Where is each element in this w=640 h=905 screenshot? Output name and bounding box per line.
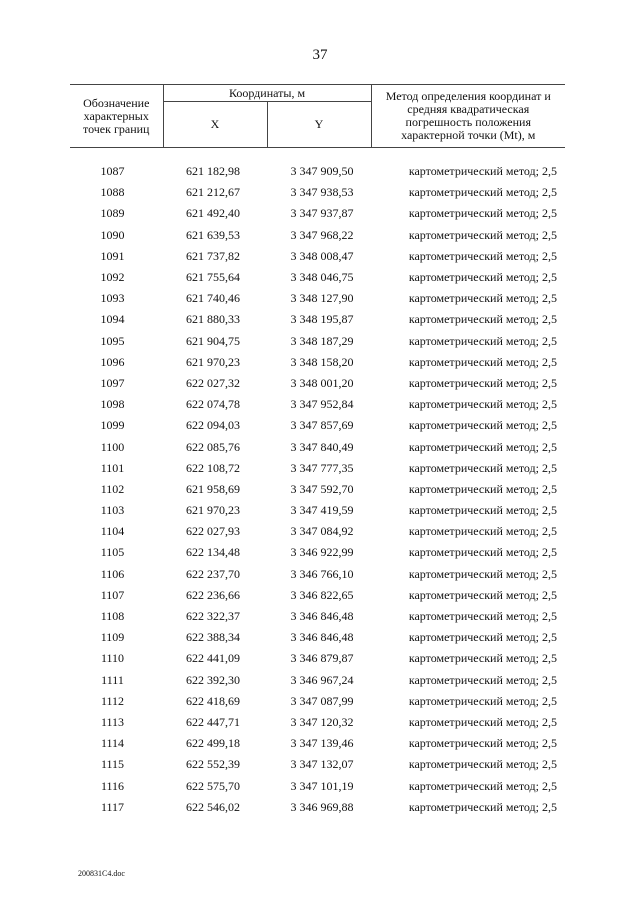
cell-x: 622 392,30 <box>186 672 240 687</box>
cell-x: 621 904,75 <box>186 333 240 348</box>
cell-x: 621 755,64 <box>186 270 240 285</box>
cell-point: 1109 <box>100 630 125 645</box>
cell-y: 3 348 008,47 <box>290 248 354 263</box>
cell-y: 3 347 087,99 <box>290 693 354 708</box>
table-row <box>70 797 565 818</box>
cell-point: 1106 <box>100 566 125 581</box>
cell-point: 1095 <box>100 333 125 348</box>
cell-point: 1096 <box>100 354 125 369</box>
cell-y: 3 347 952,84 <box>290 397 354 412</box>
cell-x: 621 492,40 <box>186 206 240 221</box>
cell-point: 1099 <box>100 418 125 433</box>
cell-method: картометрический метод; 2,5 <box>408 799 557 814</box>
cell-y: 3 346 879,87 <box>290 651 354 666</box>
cell-y: 3 346 766,10 <box>290 566 354 581</box>
cell-method: картометрический метод; 2,5 <box>408 566 557 581</box>
cell-point: 1093 <box>100 291 125 306</box>
cell-point: 1092 <box>100 270 125 285</box>
header-method: Метод определения координат и средняя квадратическая погрешность положения характерной точки (Mt), м <box>371 85 565 148</box>
cell-y: 3 347 937,87 <box>290 206 354 221</box>
table-body <box>70 148 565 818</box>
table-row <box>70 161 565 182</box>
cell-x: 622 094,03 <box>186 418 240 433</box>
cell-method: картометрический метод; 2,5 <box>408 672 557 687</box>
table-row <box>70 500 565 521</box>
cell-y: 3 348 001,20 <box>290 375 354 390</box>
cell-method: картометрический метод; 2,5 <box>408 312 557 327</box>
cell-method: картометрический метод; 2,5 <box>408 418 557 433</box>
cell-y: 3 346 846,48 <box>290 609 354 624</box>
cell-y: 3 346 846,48 <box>290 630 354 645</box>
cell-point: 1112 <box>100 693 125 708</box>
cell-method: картометрический метод; 2,5 <box>408 270 557 285</box>
cell-point: 1098 <box>100 397 125 412</box>
table-row <box>70 585 565 606</box>
cell-x: 621 639,53 <box>186 227 240 242</box>
cell-method: картометрический метод; 2,5 <box>408 291 557 306</box>
cell-x: 622 027,32 <box>186 375 240 390</box>
table-row <box>70 458 565 479</box>
cell-point: 1105 <box>100 545 125 560</box>
header-coordinates: Координаты, м <box>163 85 371 102</box>
cell-point: 1097 <box>100 375 125 390</box>
cell-y: 3 346 822,65 <box>290 587 354 602</box>
cell-y: 3 347 968,22 <box>290 227 354 242</box>
cell-method: картометрический метод; 2,5 <box>408 651 557 666</box>
table-row <box>70 288 565 309</box>
cell-point: 1087 <box>100 164 125 179</box>
cell-x: 621 880,33 <box>186 312 240 327</box>
cell-y: 3 346 922,99 <box>290 545 354 560</box>
cell-x: 622 418,69 <box>186 693 240 708</box>
cell-y: 3 348 195,87 <box>290 312 354 327</box>
table-row <box>70 479 565 500</box>
cell-method: картометрический метод; 2,5 <box>408 693 557 708</box>
cell-x: 622 074,78 <box>186 397 240 412</box>
cell-method: картометрический метод; 2,5 <box>408 460 557 475</box>
cell-method: картометрический метод; 2,5 <box>408 587 557 602</box>
cell-y: 3 348 127,90 <box>290 291 354 306</box>
cell-method: картометрический метод; 2,5 <box>408 375 557 390</box>
cell-point: 1094 <box>100 312 125 327</box>
cell-y: 3 348 046,75 <box>290 270 354 285</box>
cell-point: 1102 <box>100 481 125 496</box>
table-row <box>70 670 565 691</box>
coordinates-table <box>70 84 565 818</box>
cell-method: картометрический метод; 2,5 <box>408 630 557 645</box>
cell-y: 3 347 132,07 <box>290 757 354 772</box>
table-row <box>70 691 565 712</box>
cell-x: 622 499,18 <box>186 736 240 751</box>
cell-method: картометрический метод; 2,5 <box>408 609 557 624</box>
header-x: X <box>163 102 267 148</box>
cell-y: 3 347 101,19 <box>290 778 354 793</box>
cell-method: картометрический метод; 2,5 <box>408 545 557 560</box>
cell-y: 3 347 139,46 <box>290 736 354 751</box>
cell-method: картометрический метод; 2,5 <box>408 757 557 772</box>
cell-x: 622 108,72 <box>186 460 240 475</box>
cell-point: 1090 <box>100 227 125 242</box>
cell-x: 622 085,76 <box>186 439 240 454</box>
cell-point: 1116 <box>100 778 125 793</box>
cell-method: картометрический метод; 2,5 <box>408 524 557 539</box>
cell-y: 3 347 840,49 <box>290 439 354 454</box>
table-row <box>70 182 565 203</box>
cell-y: 3 347 909,50 <box>290 164 354 179</box>
cell-y: 3 347 857,69 <box>290 418 354 433</box>
table-row <box>70 648 565 669</box>
cell-x: 622 552,39 <box>186 757 240 772</box>
cell-y: 3 346 969,88 <box>290 799 354 814</box>
cell-x: 622 322,37 <box>186 609 240 624</box>
cell-method: картометрический метод; 2,5 <box>408 333 557 348</box>
cell-x: 622 027,93 <box>186 524 240 539</box>
table-row <box>70 309 565 330</box>
cell-x: 621 737,82 <box>186 248 240 263</box>
table-row <box>70 394 565 415</box>
cell-point: 1103 <box>100 503 125 518</box>
table-row <box>70 521 565 542</box>
cell-y: 3 347 419,59 <box>290 503 354 518</box>
table-row <box>70 415 565 436</box>
cell-method: картометрический метод; 2,5 <box>408 248 557 263</box>
cell-method: картометрический метод; 2,5 <box>408 714 557 729</box>
table-row <box>70 373 565 394</box>
table-row <box>70 733 565 754</box>
cell-x: 621 958,69 <box>186 481 240 496</box>
cell-point: 1114 <box>100 736 125 751</box>
cell-x: 621 970,23 <box>186 503 240 518</box>
cell-point: 1117 <box>100 799 125 814</box>
cell-y: 3 347 777,35 <box>290 460 354 475</box>
cell-x: 622 546,02 <box>186 799 240 814</box>
table-row <box>70 331 565 352</box>
table-row <box>70 712 565 733</box>
cell-method: картометрический метод; 2,5 <box>408 397 557 412</box>
cell-method: картометрический метод; 2,5 <box>408 227 557 242</box>
cell-method: картометрический метод; 2,5 <box>408 503 557 518</box>
table-row <box>70 627 565 648</box>
table-row <box>70 606 565 627</box>
cell-y: 3 348 158,20 <box>290 354 354 369</box>
cell-x: 621 212,67 <box>186 185 240 200</box>
cell-point: 1089 <box>100 206 125 221</box>
cell-point: 1104 <box>100 524 125 539</box>
table-row <box>70 225 565 246</box>
table-header <box>70 85 565 148</box>
cell-point: 1101 <box>100 460 125 475</box>
cell-y: 3 347 120,32 <box>290 714 354 729</box>
cell-y: 3 346 967,24 <box>290 672 354 687</box>
cell-point: 1088 <box>100 185 125 200</box>
cell-point: 1115 <box>100 757 125 772</box>
cell-x: 621 182,98 <box>186 164 240 179</box>
cell-point: 1100 <box>100 439 125 454</box>
table-row <box>70 352 565 373</box>
cell-y: 3 347 084,92 <box>290 524 354 539</box>
footer-filename: 200831C4.doc <box>78 869 125 878</box>
table-row <box>70 775 565 796</box>
table-row <box>70 542 565 563</box>
cell-method: картометрический метод; 2,5 <box>408 354 557 369</box>
cell-method: картометрический метод; 2,5 <box>408 439 557 454</box>
header-point: Обозначение характерных точек границ <box>70 85 163 148</box>
table-row <box>70 267 565 288</box>
table-row <box>70 564 565 585</box>
cell-point: 1107 <box>100 587 125 602</box>
cell-point: 1108 <box>100 609 125 624</box>
cell-x: 622 441,09 <box>186 651 240 666</box>
header-y: Y <box>267 102 371 148</box>
cell-method: картометрический метод; 2,5 <box>408 481 557 496</box>
cell-method: картометрический метод; 2,5 <box>408 736 557 751</box>
cell-method: картометрический метод; 2,5 <box>408 778 557 793</box>
cell-x: 622 388,34 <box>186 630 240 645</box>
cell-x: 621 740,46 <box>186 291 240 306</box>
table-row <box>70 203 565 224</box>
cell-point: 1111 <box>101 672 124 687</box>
cell-point: 1113 <box>100 714 125 729</box>
cell-method: картометрический метод; 2,5 <box>408 185 557 200</box>
cell-x: 622 236,66 <box>186 587 240 602</box>
table-row <box>70 754 565 775</box>
cell-x: 622 237,70 <box>186 566 240 581</box>
cell-x: 622 575,70 <box>186 778 240 793</box>
cell-method: картометрический метод; 2,5 <box>408 206 557 221</box>
cell-x: 622 447,71 <box>186 714 240 729</box>
cell-y: 3 347 938,53 <box>290 185 354 200</box>
page-number: 37 <box>312 47 328 63</box>
table-row <box>70 436 565 457</box>
cell-y: 3 348 187,29 <box>290 333 354 348</box>
cell-y: 3 347 592,70 <box>290 481 354 496</box>
coordinates-table-container <box>70 84 565 818</box>
cell-x: 621 970,23 <box>186 354 240 369</box>
cell-point: 1091 <box>100 248 125 263</box>
cell-point: 1110 <box>100 651 125 666</box>
cell-method: картометрический метод; 2,5 <box>408 164 557 179</box>
cell-x: 622 134,48 <box>186 545 240 560</box>
table-row <box>70 246 565 267</box>
